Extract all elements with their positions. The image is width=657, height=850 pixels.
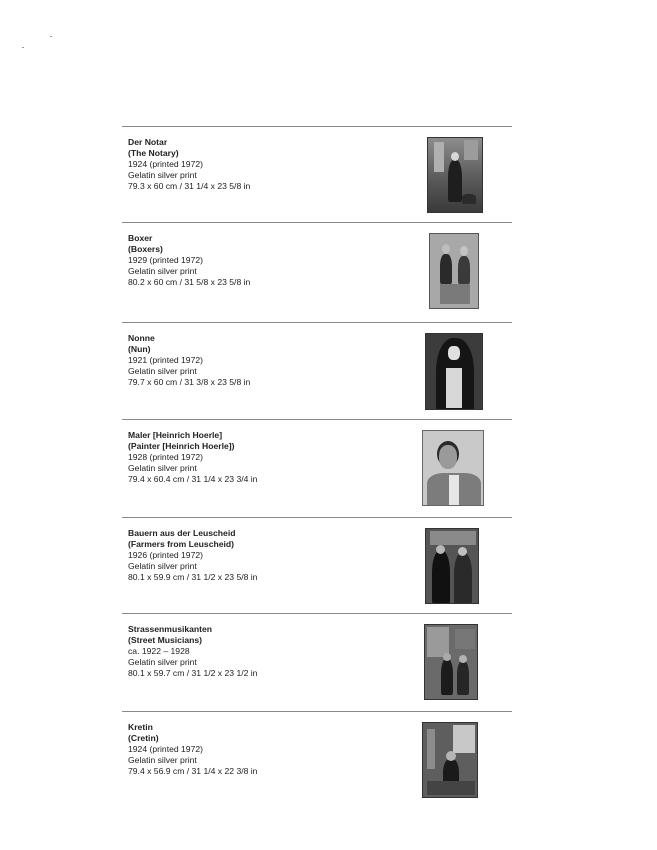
artwork-dimensions: 79.4 x 56.9 cm / 31 1/4 x 22 3/8 in bbox=[128, 766, 258, 776]
artwork-medium: Gelatin silver print bbox=[128, 463, 197, 473]
artwork-thumbnail bbox=[424, 624, 478, 700]
artwork-thumbnail bbox=[425, 333, 483, 410]
artwork-thumbnail bbox=[422, 430, 484, 506]
artwork-thumbnail bbox=[427, 137, 483, 213]
artwork-medium: Gelatin silver print bbox=[128, 561, 197, 571]
artwork-title: Nonne bbox=[128, 333, 155, 343]
artwork-title: Bauern aus der Leuscheid bbox=[128, 528, 236, 538]
artwork-date: 1928 (printed 1972) bbox=[128, 452, 204, 462]
artwork-dimensions: 80.1 x 59.9 cm / 31 1/2 x 23 5/8 in bbox=[128, 572, 258, 582]
artwork-subtitle: (Nun) bbox=[128, 344, 151, 354]
artwork-dimensions: 80.1 x 59.7 cm / 31 1/2 x 23 1/2 in bbox=[128, 668, 258, 678]
artwork-subtitle: (Farmers from Leuscheid) bbox=[128, 539, 235, 549]
artwork-title: Kretin bbox=[128, 722, 153, 732]
scan-speck bbox=[22, 47, 24, 48]
artwork-caption bbox=[128, 333, 250, 388]
artwork-entry-painter bbox=[122, 419, 512, 518]
artwork-caption bbox=[128, 233, 250, 288]
artwork-dimensions: 79.4 x 60.4 cm / 31 1/4 x 23 3/4 in bbox=[128, 474, 258, 484]
artwork-entry-street-musicians bbox=[122, 613, 512, 712]
scan-speck bbox=[50, 36, 52, 37]
artwork-medium: Gelatin silver print bbox=[128, 366, 197, 376]
artwork-caption bbox=[128, 137, 250, 192]
artwork-caption bbox=[128, 528, 257, 583]
artwork-medium: Gelatin silver print bbox=[128, 266, 197, 276]
artwork-entry-nun bbox=[122, 322, 512, 420]
artwork-date: 1921 (printed 1972) bbox=[128, 355, 204, 365]
artwork-medium: Gelatin silver print bbox=[128, 755, 197, 765]
artwork-entry-boxers bbox=[122, 222, 512, 323]
artwork-subtitle: (Boxers) bbox=[128, 244, 163, 254]
artwork-entry-farmers bbox=[122, 517, 512, 614]
artwork-entry-cretin bbox=[122, 711, 512, 808]
artwork-medium: Gelatin silver print bbox=[128, 170, 197, 180]
artwork-caption bbox=[128, 430, 257, 485]
artwork-thumbnail bbox=[422, 722, 478, 798]
artwork-subtitle: (Street Musicians) bbox=[128, 635, 203, 645]
artwork-medium: Gelatin silver print bbox=[128, 657, 197, 667]
artwork-thumbnail bbox=[425, 528, 479, 604]
artwork-date: 1926 (printed 1972) bbox=[128, 550, 204, 560]
artwork-caption bbox=[128, 722, 257, 777]
artwork-caption bbox=[128, 624, 257, 679]
artwork-subtitle: (Painter [Heinrich Hoerle]) bbox=[128, 441, 235, 451]
artwork-dimensions: 80.2 x 60 cm / 31 5/8 x 23 5/8 in bbox=[128, 277, 251, 287]
artwork-date: 1929 (printed 1972) bbox=[128, 255, 204, 265]
artwork-subtitle: (The Notary) bbox=[128, 148, 179, 158]
artwork-title: Der Notar bbox=[128, 137, 168, 147]
artwork-date: 1924 (printed 1972) bbox=[128, 744, 204, 754]
artwork-title: Strassenmusikanten bbox=[128, 624, 213, 634]
artwork-title: Boxer bbox=[128, 233, 153, 243]
artwork-entry-notary bbox=[122, 126, 512, 223]
artwork-dimensions: 79.3 x 60 cm / 31 1/4 x 23 5/8 in bbox=[128, 181, 251, 191]
artwork-title: Maler [Heinrich Hoerle] bbox=[128, 430, 223, 440]
artwork-date: 1924 (printed 1972) bbox=[128, 159, 204, 169]
artwork-subtitle: (Cretin) bbox=[128, 733, 159, 743]
artwork-thumbnail bbox=[429, 233, 479, 309]
artwork-dimensions: 79.7 x 60 cm / 31 3/8 x 23 5/8 in bbox=[128, 377, 251, 387]
artwork-date: ca. 1922 – 1928 bbox=[128, 646, 190, 656]
